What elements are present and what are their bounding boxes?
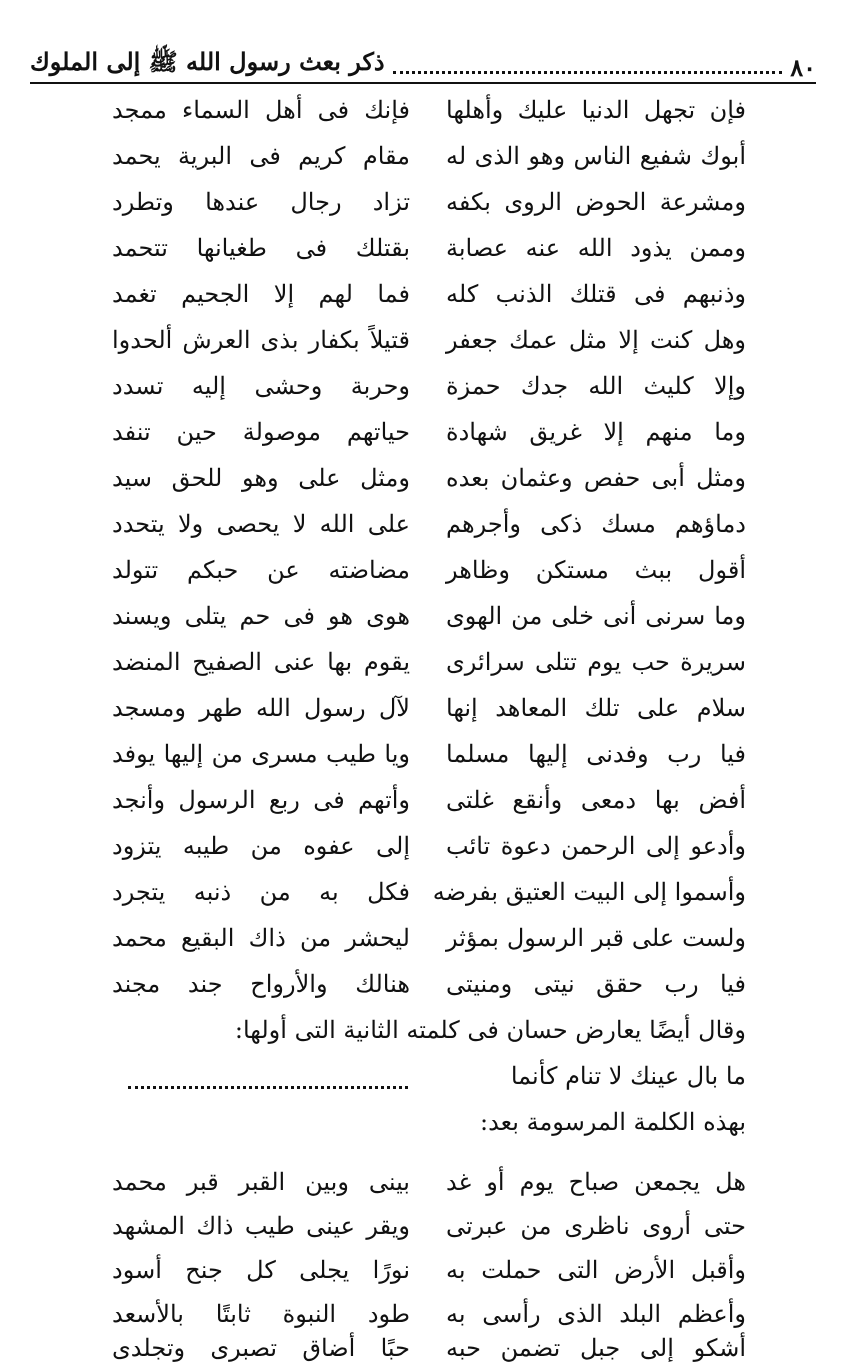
first-hemistich: وأسموا إلى البيت العتيق بفرضه — [432, 878, 746, 906]
first-hemistich: أبوك شفيع الناس وهو الذى له — [446, 142, 746, 170]
first-hemistich: أفض بها دمعى وأنقع غلتى — [446, 786, 746, 814]
verse — [0, 510, 856, 556]
verse — [0, 464, 856, 510]
first-hemistich: سريرة حب يوم تتلى سرائرى — [446, 648, 746, 676]
verse — [0, 648, 856, 694]
verse — [0, 832, 856, 878]
second-hemistich: بقتلك فى طغيانها تتحمد — [112, 234, 410, 262]
second-hemistich: ويا طيب مسرى من إليها يوفد — [112, 740, 410, 768]
verse — [0, 1334, 856, 1362]
second-hemistich: ليحشر من ذاك البقيع محمد — [112, 924, 410, 952]
second-hemistich: إلى عفوه من طيبه يتزود — [112, 832, 410, 860]
first-hemistich: أشكو إلى جبل تضمن حبه — [446, 1334, 746, 1362]
second-hemistich: حياتهم موصولة حين تنفد — [112, 418, 410, 446]
second-hemistich: مقام كريم فى البرية يحمد — [112, 142, 410, 170]
verse — [0, 372, 856, 418]
header-dot-leader — [393, 71, 783, 74]
verse — [0, 740, 856, 786]
running-header — [30, 48, 816, 84]
verse — [0, 878, 856, 924]
first-hemistich: دماؤهم مسك ذكى وأجرهم — [446, 510, 746, 538]
second-hemistich: هنالك والأرواح جند مجند — [112, 970, 410, 998]
verse — [0, 1256, 856, 1302]
first-hemistich: هل يجمعن صباح يوم أو غد — [446, 1168, 746, 1196]
verse — [0, 188, 856, 234]
first-hemistich: فيا رب حقق نيتى ومنيتى — [446, 970, 746, 998]
second-hemistich: قتيلاً بكفار بذى العرش ألحدوا — [112, 326, 410, 354]
second-hemistich: وحربة وحشى إليه تسدد — [112, 372, 410, 400]
verse — [0, 418, 856, 464]
second-hemistich: لآل رسول الله طهر ومسجد — [112, 694, 410, 722]
first-hemistich: ولست على قبر الرسول بمؤثر — [446, 924, 746, 952]
second-hemistich: بينى وبين القبر قبر محمد — [112, 1168, 410, 1196]
verse — [0, 602, 856, 648]
second-hemistich: طود النبوة ثابتًا بالأسعد — [112, 1300, 410, 1328]
first-hemistich: وأقبل الأرض التى حملت به — [446, 1256, 746, 1284]
first-hemistich: أقول ببث مستكن وظاهر — [446, 556, 746, 584]
first-hemistich: وممن يذود الله عنه عصابة — [446, 234, 746, 262]
dotted-placeholder — [128, 1086, 408, 1089]
second-hemistich: وأتهم فى ربع الرسول وأنجد — [112, 786, 410, 814]
first-hemistich: حتى أروى ناظرى من عبرتى — [446, 1212, 746, 1240]
second-hemistich: حبًا أضاق تصبرى وتجلدى — [112, 1334, 410, 1362]
verse — [0, 1212, 856, 1258]
first-hemistich: فيا رب وفدنى إليها مسلما — [446, 740, 746, 768]
second-hemistich: فإنك فى أهل السماء ممجد — [112, 96, 410, 124]
second-hemistich: ويقر عينى طيب ذاك المشهد — [112, 1212, 410, 1240]
verse — [0, 924, 856, 970]
second-hemistich: نورًا يجلى كل جنح أسود — [112, 1256, 410, 1284]
verse — [0, 234, 856, 280]
second-hemistich: مضاضته عن حبكم تتولد — [112, 556, 410, 584]
second-hemistich: يقوم بها عنى الصفيح المنضد — [112, 648, 410, 676]
first-hemistich: فإن تجهل الدنيا عليك وأهلها — [446, 96, 746, 124]
quoted-hemistich: ما بال عينك لا تنام كأنما — [510, 1062, 746, 1090]
verse — [0, 786, 856, 832]
page-number: ٨٠ — [790, 53, 816, 82]
verse — [0, 142, 856, 188]
intro-paragraph: وقال أيضًا يعارض حسان فى كلمته الثانية التى أولها: — [234, 1016, 746, 1044]
first-hemistich: ومشرعة الحوض الروى بكفه — [446, 188, 746, 216]
first-hemistich: وأعظم البلد الذى رأسى به — [446, 1300, 746, 1328]
first-hemistich: وما منهم إلا غريق شهادة — [446, 418, 746, 446]
verse — [0, 556, 856, 602]
first-hemistich: وأدعو إلى الرحمن دعوة تائب — [446, 832, 746, 860]
transition-line: بهذه الكلمة المرسومة بعد: — [480, 1108, 746, 1136]
verse — [0, 280, 856, 326]
quoted-verse — [0, 1062, 856, 1108]
second-hemistich: هوى هو فى حم يتلى ويسند — [112, 602, 410, 630]
first-hemistich: ومثل أبى حفص وعثمان بعده — [446, 464, 746, 492]
verse — [0, 970, 856, 1016]
verse — [0, 326, 856, 372]
second-hemistich: فكل به من ذنبه يتجرد — [112, 878, 410, 906]
first-hemistich: وهل كنت إلا مثل عمك جعفر — [446, 326, 746, 354]
first-hemistich: وإلا كليث الله جدك حمزة — [446, 372, 746, 400]
second-hemistich: فما لهم إلا الجحيم تغمد — [112, 280, 410, 308]
first-hemistich: وما سرنى أنى خلى من الهوى — [446, 602, 746, 630]
chapter-title: ذكر بعث رسول الله ﷺ إلى الملوك — [30, 47, 385, 76]
verse — [0, 694, 856, 740]
second-hemistich: ومثل على وهو للحق سيد — [112, 464, 410, 492]
first-hemistich: وذنبهم فى قتلك الذنب كله — [446, 280, 746, 308]
verse — [0, 96, 856, 142]
second-hemistich: تزاد رجال عندها وتطرد — [112, 188, 410, 216]
first-hemistich: سلام على تلك المعاهد إنها — [446, 694, 746, 722]
verse — [0, 1168, 856, 1214]
second-hemistich: على الله لا يحصى ولا يتحدد — [112, 510, 410, 538]
